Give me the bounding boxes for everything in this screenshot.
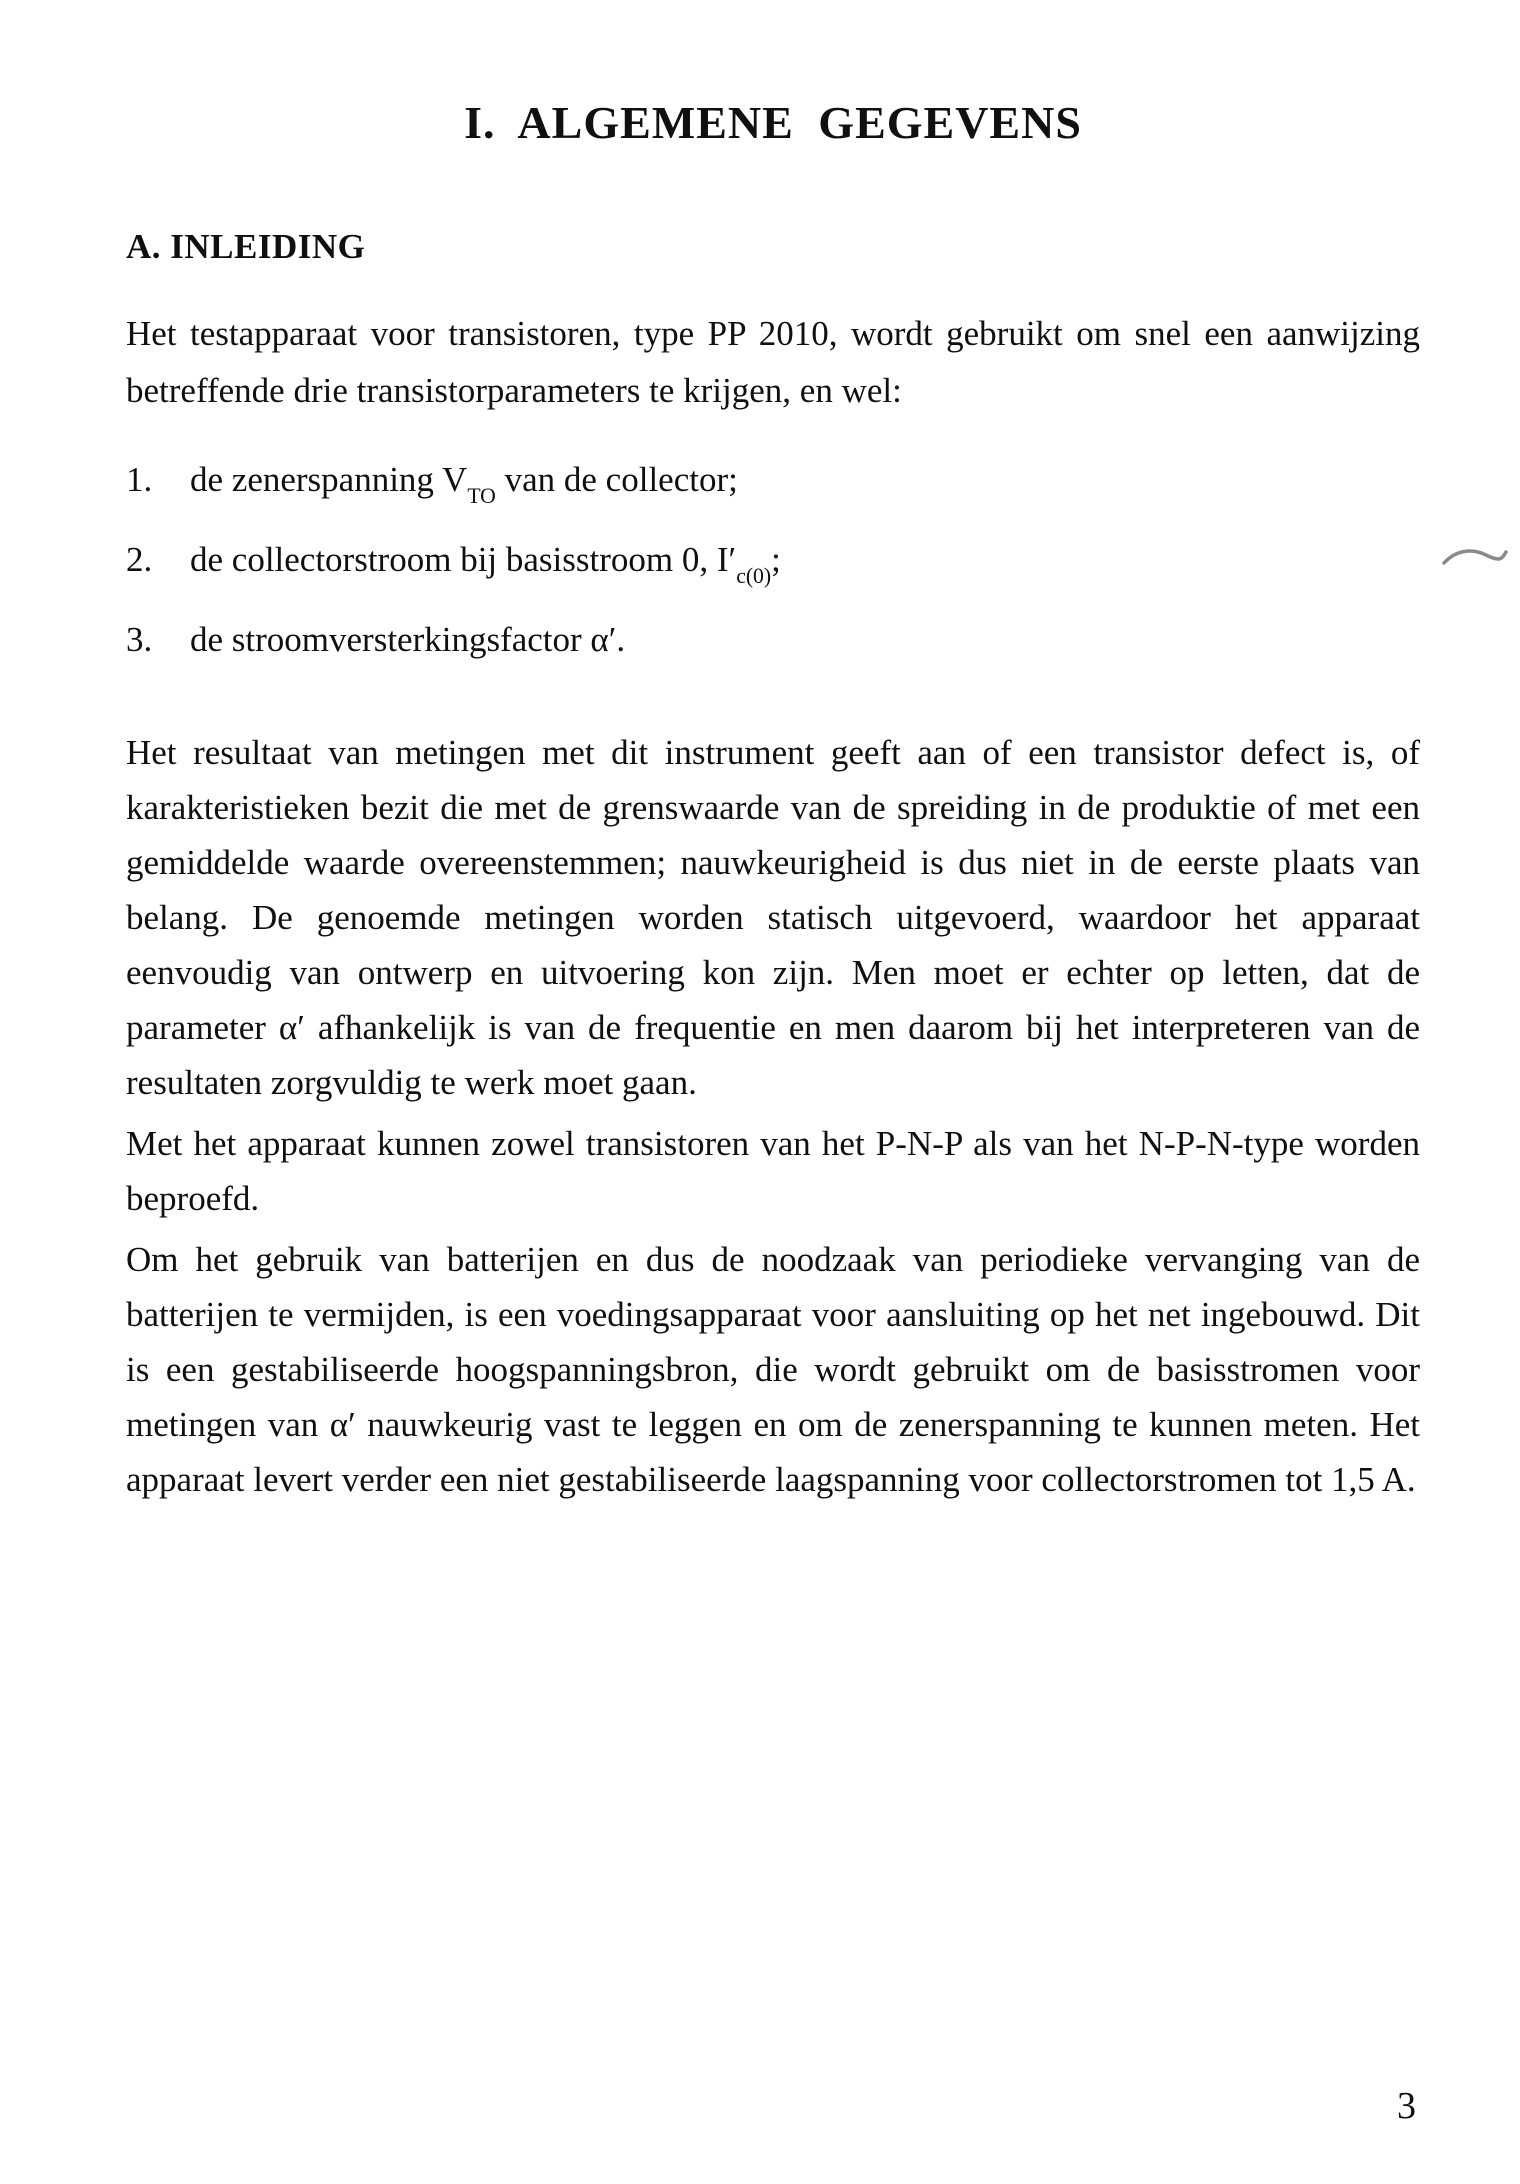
body-paragraph: Het resultaat van metingen met dit instrument geeft aan of een transistor defect is, of karakteristieken bezit die met de grenswaarde van de spreiding in de produktie of met een gemiddelde waarde overeenstemmen; nauwkeurigheid is dus niet in de eerste plaats van belang. De genoemde metingen worden statisch uitgevoerd, waardoor het apparaat eenvoudig van ontwerp en uitvoering kon zijn. Men moet er echter op letten, dat de parameter α′ afhankelijk is van de frequentie en men daarom bij het interpreteren van de resultaten zorgvuldig te werk moet gaan. [126,733,1420,1102]
list-item-text-pre: de collectorstroom bij basisstroom 0, I′ [190,540,737,579]
pen-mark-icon [1442,545,1508,576]
list-item-text-post: van de collector; [495,460,738,499]
list-item-text-pre: de zenerspanning V [190,460,468,499]
list-item-text [190,613,625,667]
list-item-text [190,533,781,587]
list-item [126,533,1420,587]
list-item-number: 2. [126,540,153,579]
list-item-text-post: ; [771,540,781,579]
list-item-text-pre: de stroomversterkingsfactor α′. [190,620,626,659]
numbered-list [126,453,1420,667]
section-heading: A. INLEIDING [126,227,366,266]
page-title: I. ALGEMENE GEGEVENS [464,97,1082,148]
page-number: 3 [1397,2085,1416,2127]
list-item-number: 3. [126,620,153,659]
list-item-number: 1. [126,460,153,499]
subscript: TO [467,483,496,508]
list-item-text [190,453,738,507]
list-item [126,453,1420,507]
intro-paragraph: Het testapparaat voor transistoren, type PP 2010, wordt gebruikt om snel een aanwijzing betreffende drie transistorparameters te krijgen, en wel: [126,314,1420,410]
subscript: c(0) [736,563,772,588]
list-item [126,613,1420,667]
body-paragraph: Om het gebruik van batterijen en dus de noodzaak van periodieke vervanging van de batterijen te vermijden, is een voedingsapparaat voor aansluiting op het net ingebouwd. Dit is een gestabiliseerde hoogspanningsbron, die wordt gebruikt om de basisstromen voor metingen van α′ nauwkeurig vast te leggen en om de zenerspanning te kunnen meten. Het apparaat levert verder een niet gestabiliseerde laagspanning voor collectorstromen tot 1,5 A. [126,1240,1420,1499]
body-paragraph: Met het apparaat kunnen zowel transistoren van het P-N-P als van het N-P-N-type worden beproefd. [126,1124,1420,1218]
